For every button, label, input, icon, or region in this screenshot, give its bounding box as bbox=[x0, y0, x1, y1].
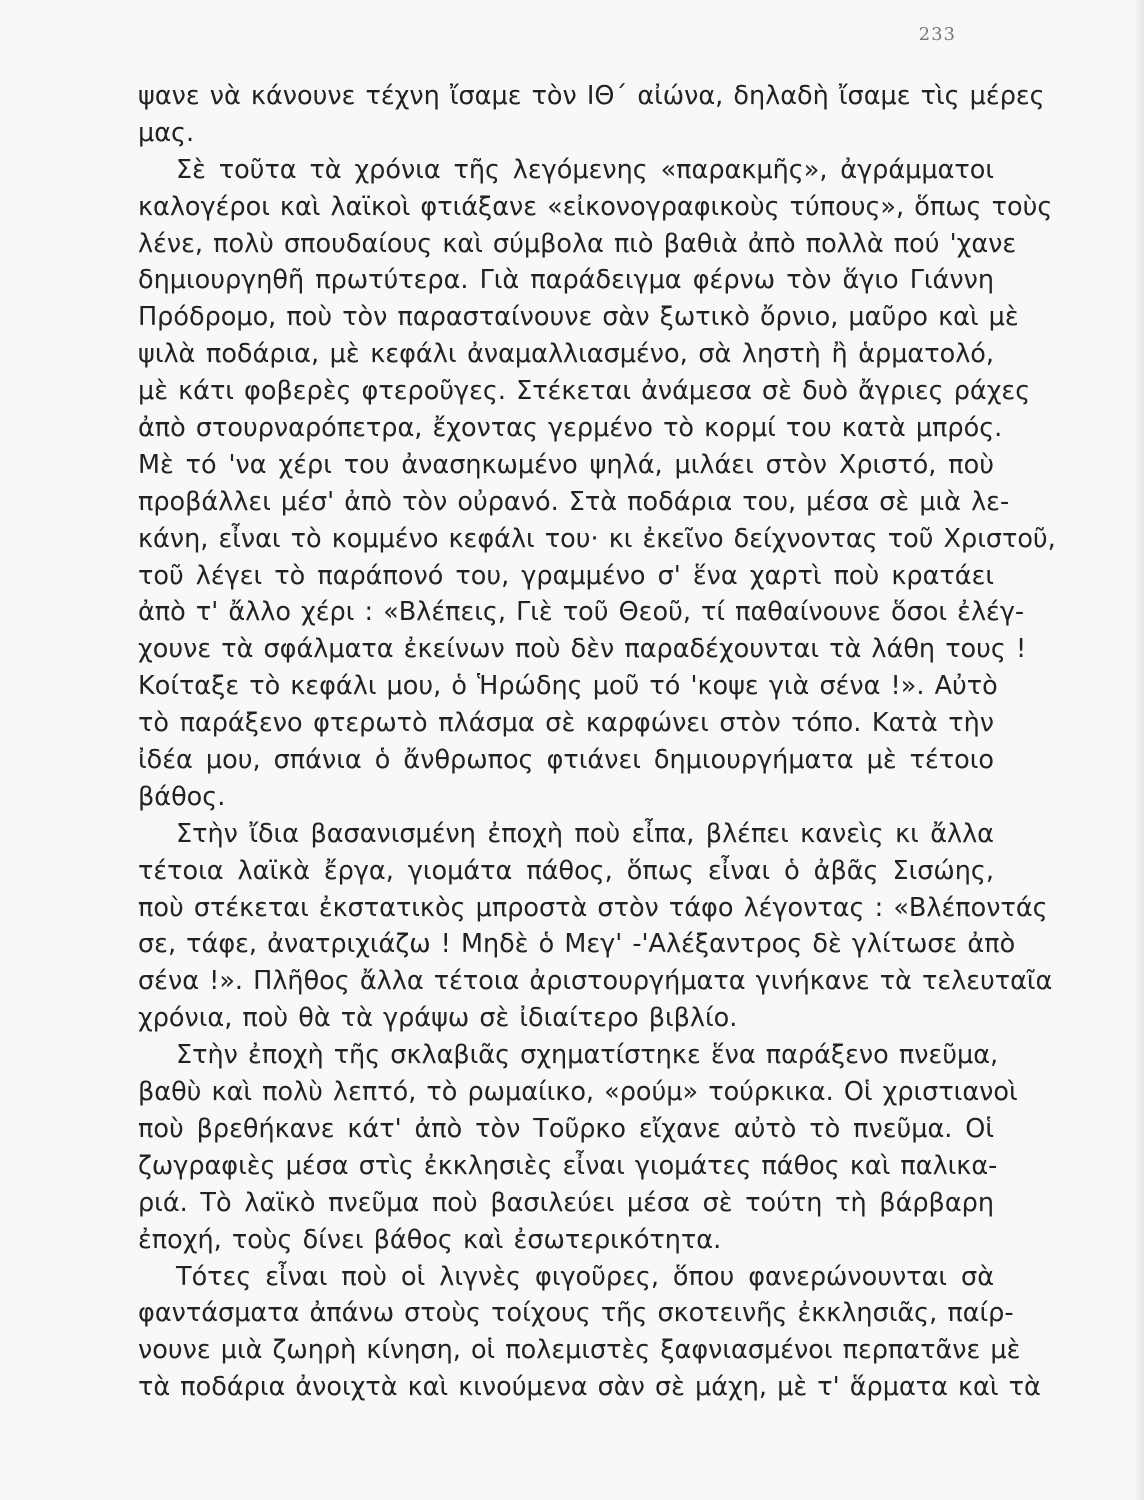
text-line: Στὴν ἴδια βασανισμένη ἐποχὴ ποὺ εἶπα, βλέπει κανεὶς κι ἄλλα bbox=[176, 818, 994, 849]
body-text bbox=[138, 78, 1056, 1406]
text-line: ψιλὰ ποδάρια, μὲ κεφάλι ἀναμαλλιασμένο, σὰ ληστὴ ἢ ἁρματολό, bbox=[138, 339, 994, 370]
page-edge-shadow bbox=[1134, 0, 1144, 1500]
text-line: χρόνια, ποὺ θὰ τὰ γράψω σὲ ἰδιαίτερο βιβλίο. bbox=[138, 1003, 738, 1034]
text-line: Στὴν ἐποχὴ τῆς σκλαβιᾶς σχηματίστηκε ἕνα παράξενο πνεῦμα, bbox=[176, 1040, 999, 1071]
text-line: ριά. Τὸ λαϊκὸ πνεῦμα ποὺ βασιλεύει μέσα σὲ τούτη τὴ βάρβαρη bbox=[138, 1187, 994, 1218]
text-line: νουνε μιὰ ζωηρὴ κίνηση, οἱ πολεμιστὲς ξαφνιασμένοι περπατᾶνε μὲ bbox=[138, 1335, 1021, 1366]
text-line: σένα !». Πλῆθος ἄλλα τέτοια ἀριστουργήματα γινήκανε τὰ τελευταῖα bbox=[138, 966, 1053, 997]
text-line: ψανε νὰ κάνουνε τέχνη ἴσαμε τὸν ΙΘ΄ αἰώνα, δηλαδὴ ἴσαμε τὶς μέρες bbox=[138, 81, 1045, 111]
text-line: βάθος. bbox=[138, 781, 226, 812]
text-line: μὲ κάτι φοβερὲς φτεροῦγες. Στέκεται ἀνάμεσα σὲ δυὸ ἄγριες ράχες bbox=[138, 376, 1031, 407]
text-line: ποὺ βρεθήκανε κάτ' ἀπὸ τὸν Τοῦρκο εἴχανε αὐτὸ τὸ πνεῦμα. Οἱ bbox=[138, 1113, 994, 1144]
text-line: ἀπὸ στουρναρόπετρα, ἔχοντας γερμένο τὸ κορμί του κατὰ μπρός. bbox=[138, 413, 1003, 444]
text-line: φαντάσματα ἀπάνω στοὺς τοίχους τῆς σκοτεινῆς ἐκκλησιᾶς, παίρ- bbox=[138, 1298, 1014, 1329]
text-line: χουνε τὰ σφάλματα ἐκείνων ποὺ δὲν παραδέχουνται τὰ λάθη τους ! bbox=[138, 634, 1027, 665]
text-line: τὰ ποδάρια ἀνοιχτὰ καὶ κινούμενα σὰν σὲ μάχη, μὲ τ' ἅρματα καὶ τὰ bbox=[138, 1372, 1041, 1403]
text-line: Κοίταξε τὸ κεφάλι μου, ὁ Ἡρώδης μοῦ τό 'κοψε γιὰ σένα !». Αὐτὸ bbox=[138, 671, 998, 702]
text-line: καλογέροι καὶ λαϊκοὶ φτιάξανε «εἰκονογραφικοὺς τύπους», ὅπως τοὺς bbox=[138, 191, 1053, 222]
text-line: Μὲ τό 'να χέρι του ἀνασηκωμένο ψηλά, μιλάει στὸν Χριστό, ποὺ bbox=[138, 449, 994, 480]
text-line: ἐποχή, τοὺς δίνει βάθος καὶ ἐσωτερικότητα. bbox=[138, 1224, 722, 1255]
text-line: ποὺ στέκεται ἐκστατικὸς μπροστὰ στὸν τάφο λέγοντας : «Βλέποντάς bbox=[138, 892, 1048, 923]
text-line: Τότες εἶναι ποὺ οἱ λιγνὲς φιγοῦρες, ὅπου φανερώνουνται σὰ bbox=[176, 1261, 994, 1292]
text-line: δημιουργηθῆ πρωτύτερα. Γιὰ παράδειγμα φέρνω τὸν ἅγιο Γιάννη bbox=[138, 265, 994, 296]
text-line: βαθὺ καὶ πολὺ λεπτό, τὸ ρωμαίικο, «ρούμ» τούρκικα. Οἱ χριστιανοὶ bbox=[138, 1077, 1018, 1108]
text-line: Σὲ τοῦτα τὰ χρόνια τῆς λεγόμενης «παρακμῆς», ἀγράμματοι bbox=[176, 154, 994, 185]
text-line: κάνη, εἶναι τὸ κομμένο κεφάλι του· κι ἐκεῖνο δείχνοντας τοῦ Χριστοῦ, bbox=[138, 523, 1056, 554]
text-line: προβάλλει μέσ' ἀπὸ τὸν οὐρανό. Στὰ ποδάρια του, μέσα σὲ μιὰ λε- bbox=[138, 486, 1010, 517]
page-number: 233 bbox=[918, 24, 956, 45]
text-line: τέτοια λαϊκὰ ἔργα, γιομάτα πάθος, ὅπως εἶναι ὁ ἀβᾶς Σισώης, bbox=[138, 855, 994, 886]
text-line: ζωγραφιὲς μέσα στὶς ἐκκλησιὲς εἶναι γιομάτες πάθος καὶ παλικα- bbox=[138, 1150, 998, 1181]
text-line: σε, τάφε, ἀνατριχιάζω ! Μηδὲ ὁ Μεγ' -'Αλέξαντρος δὲ γλίτωσε ἀπὸ bbox=[138, 929, 1016, 960]
text-line: μας. bbox=[138, 117, 195, 148]
text-line: ἰδέα μου, σπάνια ὁ ἄνθρωπος φτιάνει δημιουργήματα μὲ τέτοιο bbox=[138, 745, 994, 776]
text-line: τοῦ λέγει τὸ παράπονό του, γραμμένο σ' ἕνα χαρτὶ ποὺ κρατάει bbox=[138, 560, 994, 591]
text-line: ἀπὸ τ' ἄλλο χέρι : «Βλέπεις, Γιὲ τοῦ Θεοῦ, τί παθαίνουνε ὅσοι ἐλέγ- bbox=[138, 597, 1025, 628]
text-line: τὸ παράξενο φτερωτὸ πλάσμα σὲ καρφώνει στὸν τόπο. Κατὰ τὴν bbox=[138, 708, 994, 739]
text-line: λένε, πολὺ σπουδαίους καὶ σύμβολα πιὸ βαθιὰ ἀπὸ πολλὰ πού 'χανε bbox=[138, 228, 1017, 259]
text-line: Πρόδρομο, ποὺ τὸν παρασταίνουνε σὰν ξωτικὸ ὄρνιο, μαῦρο καὶ μὲ bbox=[138, 302, 1019, 333]
